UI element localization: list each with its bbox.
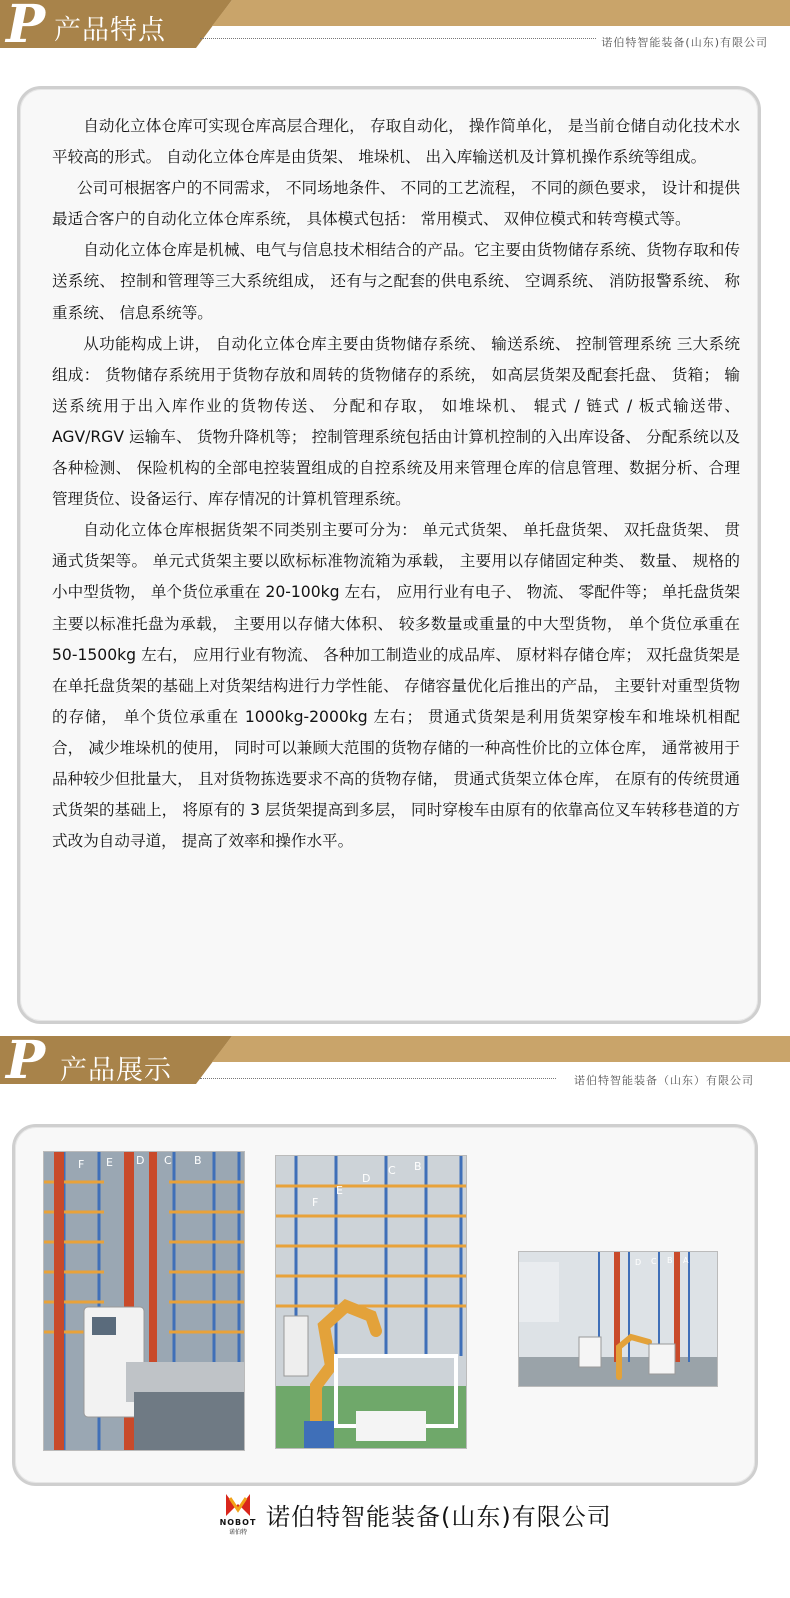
product-photo-warehouse-overview: [518, 1251, 718, 1387]
product-photo-stacker-crane: [43, 1151, 245, 1451]
section-banner-features: [0, 0, 790, 55]
banner-company-name: 诺伯特智能装备(山东)有限公司: [601, 36, 768, 49]
paragraph: 自动化立体仓库可实现仓库高层合理化， 存取自动化， 操作简单化， 是当前仓储自动化技术水平较高的形式。 自动化立体仓库是由货架、 堆垛机、 出入库输送机及计算机操作系统等组成。: [52, 117, 740, 167]
paragraph: 自动化立体仓库根据货架不同类别主要可分为： 单元式货架、 单托盘货架、 双托盘货架、 贯通式货架等。 单元式货架主要以欧标标准物流箱为承载， 主要用以存储固定种类、 数量、 规格的小中型货物， 单个货位承重在 20-100kg 左右， 应用行业有电子、 物流、 零配件等； 单托盘货架主要以标准托盘为承载， 主要用以存储大体积、 较多数量或重量的中大型货物， 单个货位承重在 50-1500kg 左右， 应用行业有物流、 各种加工制造业的成品库、 原材料存储仓库； 双托盘货架是在单托盘货架的基础上对货架结构进行力学性能、 存储容量优化后推出的产品， 主要针对重型货物的存储， 单个货位承重在 1000kg-2000kg 左右； 贯通式货架是利用货架穿梭车和堆垛机相配合， 减少堆垛机的使用， 同时可以兼顾大范围的货物存储的一种高性价比的立体仓库， 通常被用于品种较少但批量大， 且对货物拣选要求不高的货物存储， 贯通式货架立体仓库， 在原有的传统贯通式货架的基础上， 将原有的 3 层货架提高到多层， 同时穿梭车由原有的依靠高位叉车转移巷道的方式改为自动寻道， 提高了效率和操作水平。: [52, 521, 740, 851]
rack-letter: A: [683, 1256, 689, 1265]
rack-letter: C: [164, 1154, 172, 1167]
rack-letter: F: [78, 1158, 85, 1171]
product-photo-robot-arm: [275, 1155, 467, 1449]
photo-illustration: [519, 1252, 717, 1386]
brand-p-logo-icon: P: [6, 0, 46, 55]
rack-letter: B: [667, 1256, 673, 1265]
paragraph: 从功能构成上讲， 自动化立体仓库主要由货物储存系统、 输送系统、 控制管理系统 三大系统组成： 货物储存系统用于货物存放和周转的货物储存的系统， 如高层货架及配套托盘、 货箱； 输送系统用于出入库作业的货物传送、 分配和存取， 如堆垛机、 辊式 / 链式 / 板式输送带、 AGV/RGV 运输车、 货物升降机等； 控制管理系统包括由计算机控制的入出库设备、 分配系统以及各种检测、 保险机构的全部电控装置组成的自控系统及用来管理仓库的信息管理、数据分析、合理管理货位、设备运行、库存情况的计算机管理系统。: [52, 334, 740, 509]
section-title: 产品特点: [54, 15, 166, 46]
banner-company-name: 诺伯特智能装备（山东）有限公司: [574, 1074, 754, 1087]
rack-letter: D: [136, 1154, 145, 1167]
description-card: [17, 86, 761, 1024]
rack-letter: E: [106, 1156, 113, 1169]
rack-letter: F: [312, 1196, 319, 1209]
rack-letter: C: [388, 1164, 396, 1177]
description-text: [52, 111, 740, 857]
nobot-logo-icon: [216, 1490, 260, 1534]
dotted-divider: [200, 1078, 556, 1079]
brand-p-logo-icon: P: [6, 1030, 46, 1091]
section-banner-showcase: [0, 1030, 790, 1091]
nobot-wordmark: NOBOT: [219, 1518, 257, 1527]
rack-letter: D: [362, 1172, 371, 1185]
rack-letter: E: [336, 1184, 343, 1197]
paragraph: 公司可根据客户的不同需求， 不同场地条件、 不同的工艺流程， 不同的颜色要求， 设计和提供最适合客户的自动化立体仓库系统， 具体模式包括： 常用模式、 双伸位模式和转弯模式等。: [52, 179, 740, 229]
rack-letter: B: [414, 1160, 422, 1173]
section-title: 产品展示: [60, 1055, 172, 1086]
rack-letter: B: [194, 1154, 202, 1167]
product-photo-card: [12, 1124, 758, 1486]
nobot-cn-wordmark: 诺伯特: [228, 1529, 247, 1536]
rack-letter: C: [651, 1257, 657, 1266]
photo-illustration: [276, 1156, 466, 1448]
dotted-divider: [200, 38, 596, 39]
paragraph: 自动化立体仓库是机械、电气与信息技术相结合的产品。它主要由货物储存系统、货物存取和传送系统、 控制和管理等三大系统组成， 还有与之配套的供电系统、 空调系统、 消防报警系统、 称重系统、 信息系统等。: [52, 241, 740, 322]
footer-company-name: 诺伯特智能装备(山东)有限公司: [266, 1503, 612, 1531]
rack-letter: D: [635, 1258, 642, 1267]
photo-illustration: [44, 1152, 244, 1450]
